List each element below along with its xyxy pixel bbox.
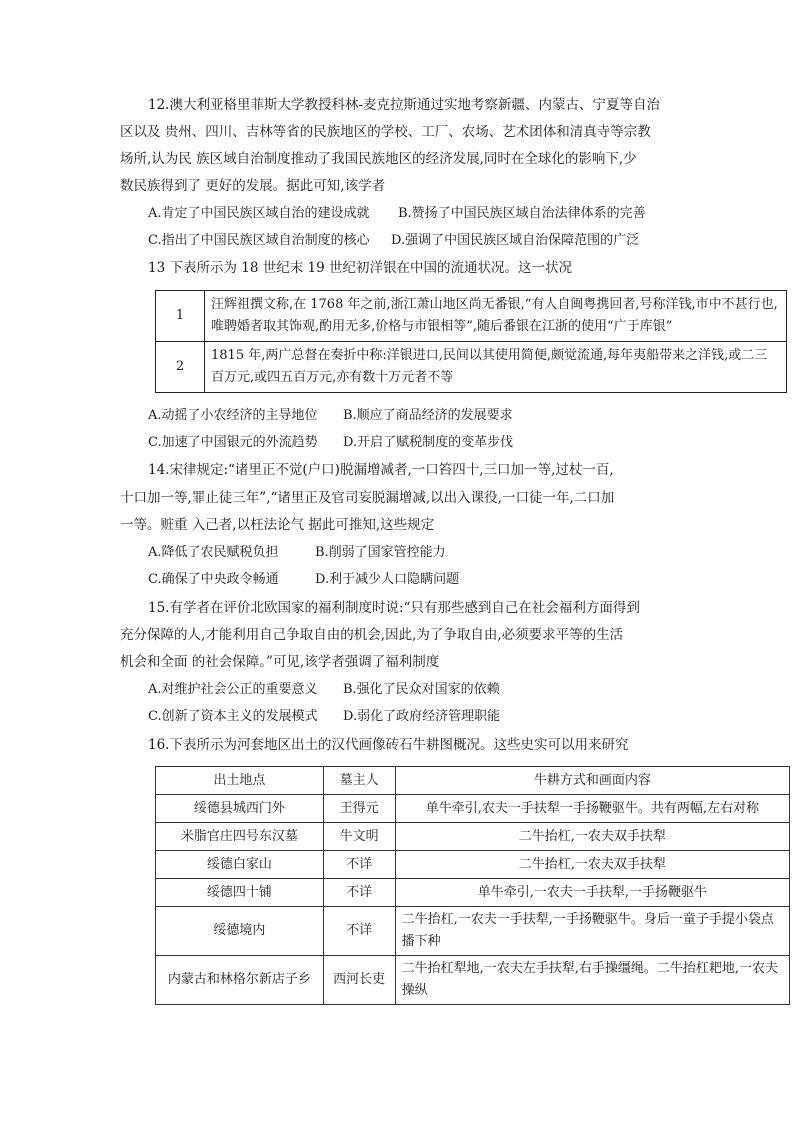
q16-cell-content: 二牛抬杠,一农夫双手扶犁 xyxy=(395,823,789,851)
table-row xyxy=(156,342,787,393)
q14-option-c: C.确保了中央政令畅通 xyxy=(148,572,279,587)
table-row xyxy=(156,879,790,907)
q16-stem: 16.下表所示为河套地区出土的汉代画像砖石牛耕图概况。这些史实可以用来研究 xyxy=(148,737,629,753)
q16-cell-owner: 不详 xyxy=(323,907,395,956)
q16-cell-owner: 不详 xyxy=(323,851,395,879)
q14-stem-line-3: 一等。赃重 入己者,以枉法论气 据此可推知,这些规定 xyxy=(120,517,435,533)
q12-option-d: D.强调了中国民族区域自治保障范围的广泛 xyxy=(391,233,640,248)
table-header-row xyxy=(156,767,790,795)
table-row xyxy=(156,795,790,823)
q16-cell-location: 绥德四十铺 xyxy=(156,879,324,907)
q16-cell-location: 绥德县城西门外 xyxy=(156,795,324,823)
q15-stem-line-3: 机会和全面 的社会保障。”可见,该学者强调了福利制度 xyxy=(120,654,440,670)
q14-stem-line-1: 14.宋律规定:“诸里正不觉(户口)脱漏增减者,一口笞四十,三口加一等,过杖一百, xyxy=(148,462,614,478)
q12-stem-line-1: 12.澳大利亚格里菲斯大学教授科林-麦克拉斯通过实地考察新疆、内蒙古、宁夏等自治 xyxy=(148,97,661,113)
q16-header-owner: 墓主人 xyxy=(323,767,395,795)
q16-cell-owner: 不详 xyxy=(323,879,395,907)
q15-stem-line-1: 15.有学者在评价北欧国家的福利制度时说:“只有那些感到自己在社会福利方面得到 xyxy=(148,600,640,616)
q16-cell-content: 二牛抬杠,一农夫一手扶犁,一手扬鞭驱牛。身后一童子手提小袋点播下种 xyxy=(395,907,789,956)
q15-option-d: D.弱化了政府经济管理职能 xyxy=(343,709,501,724)
q12-stem-line-2: 区以及 贵州、四川、吉林等省的民族地区的学校、工厂、农场、艺术团体和清真寺等宗教 xyxy=(120,124,651,140)
q16-cell-location: 米脂官庄四号东汉墓 xyxy=(156,823,324,851)
q12-option-b: B.赞扬了中国民族区域自治法律体系的完善 xyxy=(398,206,646,221)
q13-option-a: A.动摇了小农经济的主导地位 xyxy=(148,408,318,423)
q12-stem-line-3: 场所,认为民 族区域自治制度推动了我国民族地区的经济发展,同时在全球化的影响下,少 xyxy=(120,151,637,167)
q16-cell-owner: 王得元 xyxy=(323,795,395,823)
q16-header-content: 牛耕方式和画面内容 xyxy=(395,767,789,795)
q16-cell-location: 绥德白家山 xyxy=(156,851,324,879)
table-row xyxy=(156,851,790,879)
q16-cell-content: 单牛牵引,农夫一手扶犁一手扬鞭驱牛。共有两幅,左右对称 xyxy=(395,795,789,823)
table-row xyxy=(156,956,790,1005)
q14-option-d: D.利于减少人口隐瞒问题 xyxy=(315,572,460,587)
q12-stem-line-4: 数民族得到了 更好的发展。据此可知,该学者 xyxy=(120,178,386,194)
q16-header-location: 出土地点 xyxy=(156,767,324,795)
q13-row-text: 1815 年,两广总督在奏折中称:洋银进口,民间以其使用简便,颇觉流通,每年夷船带来之洋钱,或二三百万元,或四五百万元,亦有数十万元者不等 xyxy=(205,342,787,393)
q13-table xyxy=(155,290,787,393)
q12-option-c: C.指出了中国民族区域自治制度的核心 xyxy=(148,233,370,248)
q16-cell-owner: 西河长吏 xyxy=(323,956,395,1005)
table-row xyxy=(156,291,787,342)
table-row xyxy=(156,907,790,956)
q16-cell-location: 绥德境内 xyxy=(156,907,324,956)
q15-option-b: B.强化了民众对国家的依赖 xyxy=(343,682,500,697)
q16-cell-location: 内蒙古和林格尔新店子乡 xyxy=(156,956,324,1005)
q15-stem-line-2: 充分保障的人,才能利用自己争取自由的机会,因此,为了争取自由,必须要求平等的生活 xyxy=(120,627,624,643)
q16-table xyxy=(155,766,790,1005)
q16-cell-content: 单牛牵引,一农夫一手扶犁,一手扬鞭驱牛 xyxy=(395,879,789,907)
q13-row-text: 汪辉祖撰文称,在 1768 年之前,浙江萧山地区尚无番银,“有人自闽粤携回者,号称洋钱,市中不甚行也,唯聘婚者取其饰观,酌用无多,价格与市银相等”,随后番银在江浙的使用“广于库银” xyxy=(205,291,787,342)
q13-row-number: 1 xyxy=(156,291,205,342)
q13-option-d: D.开启了赋税制度的变革步伐 xyxy=(343,435,514,450)
q14-option-a: A.降低了农民赋税负担 xyxy=(148,545,279,560)
q15-option-c: C.创新了资本主义的发展模式 xyxy=(148,709,318,724)
q14-option-b: B.削弱了国家管控能力 xyxy=(315,545,446,560)
q13-row-number: 2 xyxy=(156,342,205,393)
q14-stem-line-2: 十口加一等,罪止徒三年”,“诸里正及官司妄脱漏增减,以出入课役,一口徒一年,二口加 xyxy=(120,490,615,506)
q16-cell-content: 二牛抬杠,一农夫双手扶犁 xyxy=(395,851,789,879)
table-row xyxy=(156,823,790,851)
q13-stem: 13 下表所示为 18 世纪末 19 世纪初洋银在中国的流通状况。这一状况 xyxy=(148,260,572,276)
q15-option-a: A.对维护社会公正的重要意义 xyxy=(148,682,318,697)
q16-cell-owner: 牛文明 xyxy=(323,823,395,851)
q13-option-c: C.加速了中国银元的外流趋势 xyxy=(148,435,318,450)
q12-option-a: A.肯定了中国民族区域自治的建设成就 xyxy=(148,206,370,221)
q13-option-b: B.顺应了商品经济的发展要求 xyxy=(343,408,513,423)
q16-cell-content: 二牛抬杠犁地,一农夫左手扶犁,右手操缰绳。二牛抬杠耙地,一农夫操纵 xyxy=(395,956,789,1005)
